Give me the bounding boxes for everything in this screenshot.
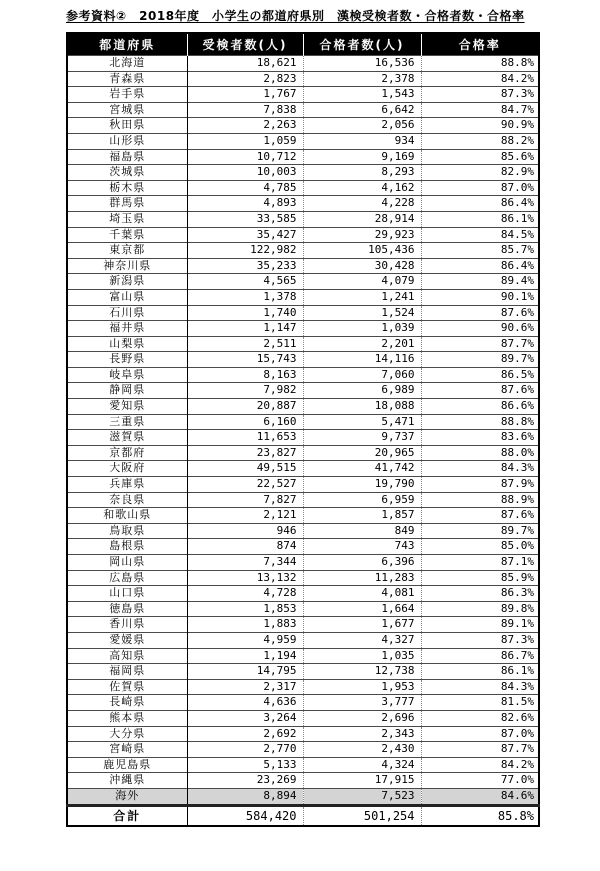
pass-rate: 84.6% [421,788,539,805]
prefecture-name: 長野県 [67,352,187,368]
table-row [67,258,539,274]
prefecture-name: 和歌山県 [67,508,187,524]
pass-rate: 89.7% [421,523,539,539]
passers-count: 1,543 [303,87,421,103]
table-row [67,539,539,555]
passers-count: 4,162 [303,180,421,196]
passers-count: 2,430 [303,742,421,758]
prefecture-name: 神奈川県 [67,258,187,274]
passers-count: 12,738 [303,664,421,680]
pass-rate: 85.6% [421,149,539,165]
table-row [67,165,539,181]
prefecture-name: 香川県 [67,617,187,633]
passers-count: 28,914 [303,211,421,227]
examinees-count: 10,003 [187,165,303,181]
pass-rate: 89.7% [421,352,539,368]
table-row [67,523,539,539]
prefecture-name: 山梨県 [67,336,187,352]
table-row [67,414,539,430]
table-row [67,367,539,383]
examinees-count: 1,147 [187,321,303,337]
table-row [67,87,539,103]
passers-count: 2,201 [303,336,421,352]
table-row [67,586,539,602]
examinees-count: 2,511 [187,336,303,352]
prefecture-name: 栃木県 [67,180,187,196]
pass-rate: 84.3% [421,461,539,477]
passers-count: 105,436 [303,243,421,259]
passers-count: 6,989 [303,383,421,399]
prefecture-name: 岡山県 [67,555,187,571]
table-header [67,33,539,56]
passers-count: 501,254 [303,805,421,826]
table-row [67,492,539,508]
passers-count: 1,664 [303,601,421,617]
examinees-count: 4,785 [187,180,303,196]
table-row [67,399,539,415]
examinees-count: 1,853 [187,601,303,617]
table-row [67,788,539,805]
passers-count: 1,035 [303,648,421,664]
examinees-count: 7,344 [187,555,303,571]
passers-count: 1,524 [303,305,421,321]
table-row [67,742,539,758]
passers-count: 41,742 [303,461,421,477]
passers-count: 14,116 [303,352,421,368]
passers-count: 1,677 [303,617,421,633]
examinees-count: 1,378 [187,289,303,305]
passers-count: 2,696 [303,710,421,726]
table-row [67,601,539,617]
pass-rate: 77.0% [421,773,539,789]
prefecture-name: 大分県 [67,726,187,742]
pass-rate: 86.4% [421,258,539,274]
examinees-count: 6,160 [187,414,303,430]
prefecture-name: 熊本県 [67,710,187,726]
passers-count: 29,923 [303,227,421,243]
table-body [67,56,539,826]
table-row [67,710,539,726]
table-row [67,773,539,789]
pass-rate: 85.0% [421,539,539,555]
prefecture-name: 佐賀県 [67,679,187,695]
table-row [67,305,539,321]
pass-rate: 84.2% [421,757,539,773]
passers-count: 2,343 [303,726,421,742]
examinees-count: 2,692 [187,726,303,742]
prefecture-name: 新潟県 [67,274,187,290]
pass-rate: 87.6% [421,383,539,399]
passers-count: 3,777 [303,695,421,711]
pass-rate: 86.7% [421,648,539,664]
pass-rate: 87.3% [421,87,539,103]
examinees-count: 33,585 [187,211,303,227]
examinees-count: 23,269 [187,773,303,789]
passers-count: 9,737 [303,430,421,446]
header-examinees: 受検者数(人) [187,33,303,56]
passers-count: 16,536 [303,56,421,72]
table-row [67,648,539,664]
examinees-count: 4,565 [187,274,303,290]
pass-rate: 86.5% [421,367,539,383]
table-row [67,321,539,337]
table-row [67,461,539,477]
pass-rate: 85.9% [421,570,539,586]
examinees-count: 874 [187,539,303,555]
pass-rate: 84.7% [421,102,539,118]
table-row [67,71,539,87]
table-row [67,757,539,773]
pass-rate: 87.6% [421,508,539,524]
prefecture-name: 秋田県 [67,118,187,134]
passers-count: 30,428 [303,258,421,274]
examinees-count: 8,894 [187,788,303,805]
prefecture-name: 岩手県 [67,87,187,103]
examinees-count: 4,636 [187,695,303,711]
examinees-count: 2,770 [187,742,303,758]
table-row [67,695,539,711]
pass-rate: 87.6% [421,305,539,321]
table-row [67,180,539,196]
prefecture-name: 兵庫県 [67,477,187,493]
prefecture-name: 大阪府 [67,461,187,477]
passers-count: 2,056 [303,118,421,134]
passers-count: 4,327 [303,632,421,648]
passers-count: 9,169 [303,149,421,165]
pass-rate: 85.7% [421,243,539,259]
pass-rate: 88.8% [421,56,539,72]
pass-rate: 82.6% [421,710,539,726]
table-row [67,570,539,586]
passers-count: 8,293 [303,165,421,181]
pass-rate: 89.1% [421,617,539,633]
pass-rate: 90.1% [421,289,539,305]
examinees-count: 22,527 [187,477,303,493]
table-row [67,383,539,399]
table-row [67,336,539,352]
pass-rate: 88.0% [421,445,539,461]
passers-count: 849 [303,523,421,539]
examinees-count: 13,132 [187,570,303,586]
passers-count: 7,060 [303,367,421,383]
passers-count: 20,965 [303,445,421,461]
prefecture-name: 長崎県 [67,695,187,711]
examinees-count: 1,740 [187,305,303,321]
prefecture-name: 三重県 [67,414,187,430]
passers-count: 6,959 [303,492,421,508]
prefecture-name: 茨城県 [67,165,187,181]
prefecture-name: 鳥取県 [67,523,187,539]
examinees-count: 2,823 [187,71,303,87]
prefecture-name: 福岡県 [67,664,187,680]
examinees-count: 4,728 [187,586,303,602]
pass-rate: 88.9% [421,492,539,508]
table-row [67,211,539,227]
table-row [67,352,539,368]
passers-count: 1,241 [303,289,421,305]
pass-rate: 88.8% [421,414,539,430]
passers-count: 18,088 [303,399,421,415]
prefecture-name: 徳島県 [67,601,187,617]
prefecture-name: 群馬県 [67,196,187,212]
table-row [67,632,539,648]
pass-rate: 86.4% [421,196,539,212]
passers-count: 4,081 [303,586,421,602]
examinees-count: 11,653 [187,430,303,446]
prefecture-name: 東京都 [67,243,187,259]
pass-rate: 86.6% [421,399,539,415]
examinees-count: 7,982 [187,383,303,399]
prefecture-name: 青森県 [67,71,187,87]
passers-count: 17,915 [303,773,421,789]
table-row [67,477,539,493]
examinees-count: 7,838 [187,102,303,118]
table-row [67,149,539,165]
prefecture-name: 愛知県 [67,399,187,415]
passers-count: 4,228 [303,196,421,212]
pass-rate: 84.3% [421,679,539,695]
pass-rate: 87.7% [421,742,539,758]
table-row [67,664,539,680]
prefecture-name: 沖縄県 [67,773,187,789]
table-row [67,617,539,633]
passers-count: 11,283 [303,570,421,586]
prefecture-name: 福井県 [67,321,187,337]
passers-count: 5,471 [303,414,421,430]
passers-count: 6,396 [303,555,421,571]
examinees-count: 20,887 [187,399,303,415]
examinees-count: 2,263 [187,118,303,134]
examinees-count: 5,133 [187,757,303,773]
table-row [67,445,539,461]
prefecture-name: 千葉県 [67,227,187,243]
pass-rate: 86.1% [421,211,539,227]
table-row [67,726,539,742]
prefecture-name: 山形県 [67,133,187,149]
passers-count: 1,953 [303,679,421,695]
prefecture-name: 奈良県 [67,492,187,508]
table-row [67,508,539,524]
prefecture-pass-rate-table [66,32,540,827]
total-row [67,805,539,826]
pass-rate: 86.1% [421,664,539,680]
examinees-count: 14,795 [187,664,303,680]
examinees-count: 1,767 [187,87,303,103]
passers-count: 4,079 [303,274,421,290]
pass-rate: 82.9% [421,165,539,181]
prefecture-name: 宮城県 [67,102,187,118]
prefecture-name: 京都府 [67,445,187,461]
table-row [67,679,539,695]
examinees-count: 584,420 [187,805,303,826]
examinees-count: 10,712 [187,149,303,165]
pass-rate: 87.0% [421,180,539,196]
examinees-count: 1,194 [187,648,303,664]
table-row [67,555,539,571]
examinees-count: 23,827 [187,445,303,461]
table-row [67,289,539,305]
header-pass-rate: 合格率 [421,33,539,56]
examinees-count: 49,515 [187,461,303,477]
examinees-count: 946 [187,523,303,539]
header-passers: 合格者数(人) [303,33,421,56]
passers-count: 19,790 [303,477,421,493]
examinees-count: 122,982 [187,243,303,259]
examinees-count: 4,959 [187,632,303,648]
table-row [67,133,539,149]
prefecture-name: 合計 [67,805,187,826]
table-row [67,102,539,118]
pass-rate: 85.8% [421,805,539,826]
examinees-count: 8,163 [187,367,303,383]
examinees-count: 1,059 [187,133,303,149]
prefecture-name: 埼玉県 [67,211,187,227]
pass-rate: 87.3% [421,632,539,648]
examinees-count: 4,893 [187,196,303,212]
table-row [67,430,539,446]
passers-count: 2,378 [303,71,421,87]
pass-rate: 81.5% [421,695,539,711]
examinees-count: 3,264 [187,710,303,726]
pass-rate: 87.0% [421,726,539,742]
table-row [67,56,539,72]
pass-rate: 90.6% [421,321,539,337]
prefecture-name: 岐阜県 [67,367,187,383]
pass-rate: 87.7% [421,336,539,352]
examinees-count: 1,883 [187,617,303,633]
header-row [67,33,539,56]
examinees-count: 7,827 [187,492,303,508]
prefecture-name: 島根県 [67,539,187,555]
passers-count: 6,642 [303,102,421,118]
passers-count: 7,523 [303,788,421,805]
passers-count: 934 [303,133,421,149]
pass-rate: 90.9% [421,118,539,134]
table-row [67,274,539,290]
page-title: 参考資料② 2018年度 小学生の都道府県別 漢検受検者数・合格者数・合格率 [66,9,525,23]
pass-rate: 87.9% [421,477,539,493]
prefecture-name: 高知県 [67,648,187,664]
passers-count: 1,039 [303,321,421,337]
pass-rate: 89.8% [421,601,539,617]
pass-rate: 84.2% [421,71,539,87]
pass-rate: 89.4% [421,274,539,290]
prefecture-name: 福島県 [67,149,187,165]
prefecture-name: 静岡県 [67,383,187,399]
prefecture-name: 石川県 [67,305,187,321]
examinees-count: 2,317 [187,679,303,695]
pass-rate: 83.6% [421,430,539,446]
prefecture-name: 広島県 [67,570,187,586]
prefecture-name: 山口県 [67,586,187,602]
passers-count: 743 [303,539,421,555]
prefecture-name: 滋賀県 [67,430,187,446]
prefecture-name: 愛媛県 [67,632,187,648]
pass-rate: 86.3% [421,586,539,602]
table-row [67,243,539,259]
table-row [67,227,539,243]
prefecture-name: 海外 [67,788,187,805]
prefecture-name: 宮崎県 [67,742,187,758]
pass-rate: 84.5% [421,227,539,243]
passers-count: 4,324 [303,757,421,773]
table-row [67,196,539,212]
examinees-count: 18,621 [187,56,303,72]
prefecture-name: 北海道 [67,56,187,72]
examinees-count: 2,121 [187,508,303,524]
prefecture-name: 富山県 [67,289,187,305]
table-row [67,118,539,134]
examinees-count: 15,743 [187,352,303,368]
pass-rate: 87.1% [421,555,539,571]
header-prefecture: 都道府県 [67,33,187,56]
pass-rate: 88.2% [421,133,539,149]
examinees-count: 35,427 [187,227,303,243]
prefecture-name: 鹿児島県 [67,757,187,773]
examinees-count: 35,233 [187,258,303,274]
passers-count: 1,857 [303,508,421,524]
